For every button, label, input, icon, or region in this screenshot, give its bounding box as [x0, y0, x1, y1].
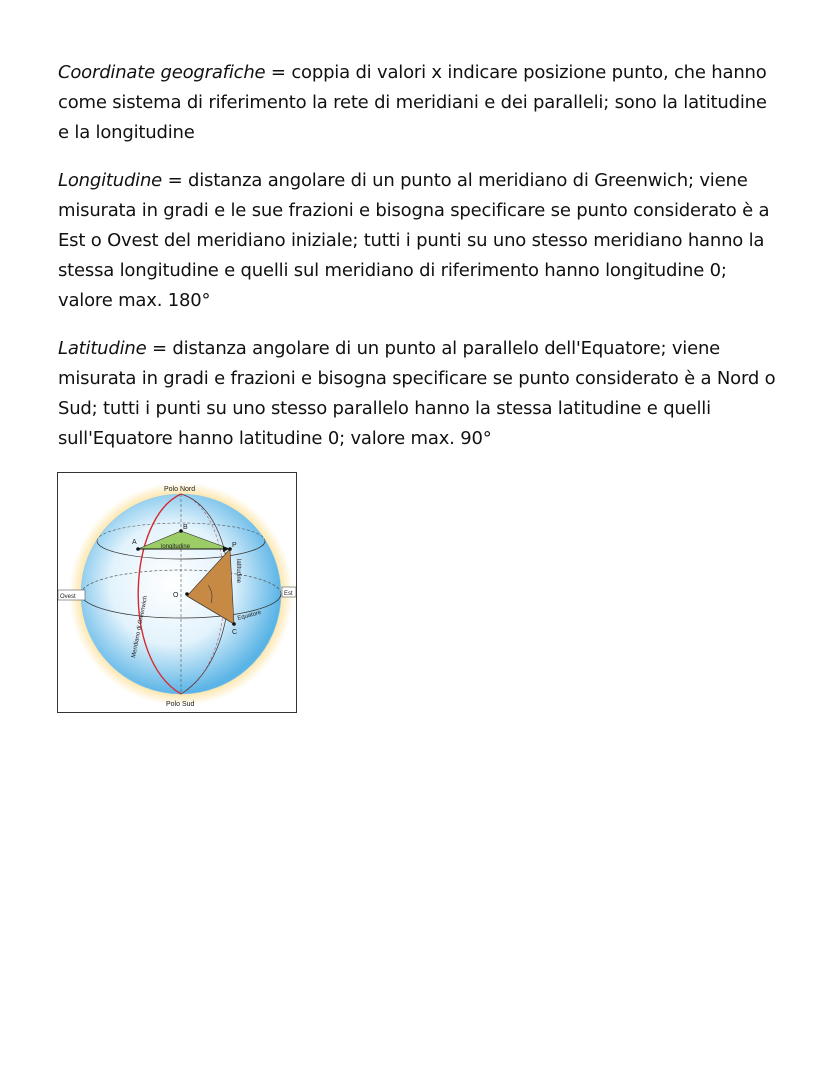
- point-o-dot: [185, 592, 189, 596]
- point-b-label: B: [183, 524, 188, 531]
- west-label: Ovest: [60, 594, 76, 600]
- globe-svg: [58, 473, 296, 712]
- definition-latitudine: = distanza angolare di un punto al parallelo dell'Equatore; viene misurata in gradi e frazioni e bisogna specificare se punto considerato è a Nord o Sud; tutti i punti su uno stesso parallelo hanno la stessa latitudine e quelli sull'Equatore hanno latitudine 0; valore max. 90°: [58, 338, 776, 449]
- point-c-dot: [232, 622, 236, 626]
- point-o-label: O: [173, 592, 179, 599]
- definition-coordinate: = coppia di valori x indicare posizione punto, che hanno come sistema di riferimento la rete di meridiani e dei paralleli; sono la latitudine e la longitudine: [58, 62, 767, 143]
- equator-label: Equatore: [236, 609, 263, 622]
- definition-longitudine: = distanza angolare di un punto al meridiano di Greenwich; viene misurata in gradi e le sue frazioni e bisogna specificare se punto considerato è a Est o Ovest del meridiano iniziale; tutti i punti su uno stesso meridiano hanno la stessa longitudine e quelli sul meridiano di riferimento hanno longitudine 0; valore max. 180°: [58, 170, 770, 311]
- term-coordinate: Coordinate geografiche: [58, 62, 266, 83]
- paragraph-coordinate: [58, 58, 778, 148]
- point-p-label: P: [232, 542, 237, 549]
- greenwich-label: Meridiano di Greenwich: [131, 595, 149, 659]
- point-a-label: A: [132, 539, 137, 546]
- latitude-label: latitudine: [235, 559, 241, 584]
- south-pole-label: Polo Sud: [166, 701, 195, 708]
- north-pole-label: Polo Nord: [164, 486, 196, 493]
- globe-diagram: [57, 472, 297, 713]
- point-a-dot: [136, 547, 140, 551]
- point-c-label: C: [232, 629, 238, 636]
- paragraph-longitudine: [58, 166, 778, 316]
- paragraph-latitudine: [58, 334, 778, 454]
- east-label: Est: [284, 591, 293, 597]
- longitude-label: longitudine: [161, 544, 191, 550]
- term-longitudine: Longitudine: [58, 170, 163, 191]
- term-latitudine: Latitudine: [58, 338, 147, 359]
